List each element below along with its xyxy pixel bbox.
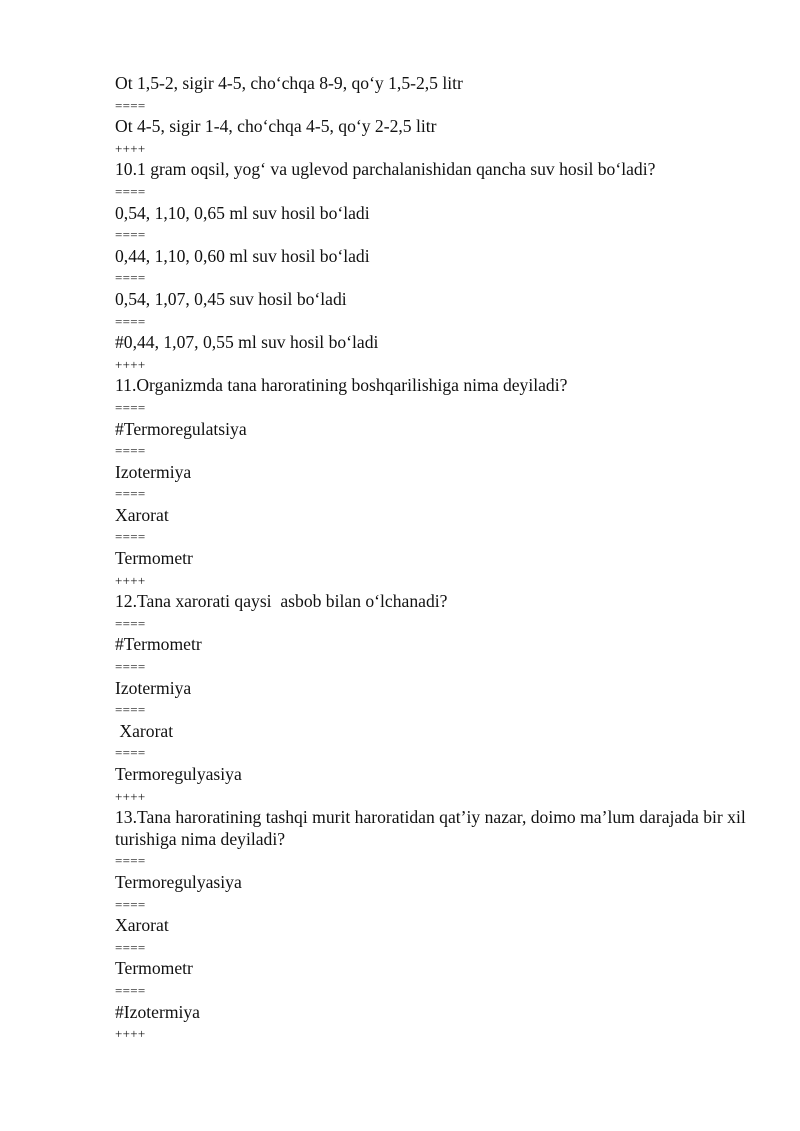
- answer-option: Termometr: [115, 548, 193, 569]
- option-separator: ====: [115, 97, 146, 113]
- question-text: 12.Tana xarorati qaysi asbob bilan o‘lchanadi?: [115, 591, 448, 612]
- option-separator: ====: [115, 702, 146, 718]
- option-separator: ====: [115, 313, 146, 329]
- correct-answer-option: #Termometr: [115, 634, 202, 655]
- answer-option: 0,54, 1,10, 0,65 ml suv hosil bo‘ladi: [115, 202, 370, 223]
- correct-answer-option: #Izotermiya: [115, 1001, 200, 1022]
- option-separator: ====: [115, 939, 146, 955]
- option-separator: ====: [115, 443, 146, 459]
- answer-option: 0,44, 1,10, 0,60 ml suv hosil bo‘ladi: [115, 245, 370, 266]
- question-separator: ++++: [115, 572, 146, 588]
- document-body: [115, 73, 755, 1045]
- answer-option: Ot 1,5-2, sigir 4-5, cho‘chqa 8-9, qo‘y 1,5-2,5 litr: [115, 73, 463, 93]
- option-separator: ====: [115, 745, 146, 761]
- option-separator: ====: [115, 659, 146, 675]
- option-separator: ====: [115, 227, 146, 243]
- option-separator: ====: [115, 529, 146, 545]
- answer-option: Termoregulyasiya: [115, 764, 242, 784]
- question-separator: ++++: [115, 140, 146, 156]
- question-text: 13.Tana haroratining tashqi murit haroratidan qat’iy nazar, doimo ma’lum darajada bir xil turishiga nima deyiladi?: [115, 807, 746, 849]
- option-separator: ====: [115, 270, 146, 286]
- question-separator: ++++: [115, 356, 146, 372]
- answer-option: Termoregulyasiya: [115, 871, 242, 892]
- option-separator: ====: [115, 486, 146, 502]
- option-separator: ====: [115, 615, 146, 631]
- question-separator: ++++: [115, 788, 146, 804]
- option-separator: ====: [115, 399, 146, 415]
- option-separator: ====: [115, 853, 146, 869]
- option-separator: ====: [115, 896, 146, 912]
- question-text: 11.Organizmda tana haroratining boshqarilishiga nima deyiladi?: [115, 375, 568, 396]
- answer-option: Ot 4-5, sigir 1-4, cho‘chqa 4-5, qo‘y 2-2,5 litr: [115, 116, 437, 137]
- correct-answer-option: #0,44, 1,07, 0,55 ml suv hosil bo‘ladi: [115, 332, 379, 353]
- option-separator: ====: [115, 183, 146, 199]
- question-separator: ++++: [115, 1026, 146, 1042]
- answer-option: Izotermiya: [115, 461, 192, 482]
- answer-option: 0,54, 1,07, 0,45 suv hosil bo‘ladi: [115, 288, 347, 309]
- answer-option: Izotermiya: [115, 677, 192, 698]
- answer-option: Xarorat: [115, 915, 169, 936]
- answer-option: Xarorat: [115, 720, 174, 741]
- correct-answer-option: #Termoregulatsiya: [115, 418, 247, 439]
- answer-option: Xarorat: [115, 504, 169, 525]
- option-separator: ====: [115, 982, 146, 998]
- question-text: 10.1 gram oqsil, yog‘ va uglevod parchalanishidan qancha suv hosil bo‘ladi?: [115, 159, 656, 180]
- answer-option: Termometr: [115, 958, 193, 979]
